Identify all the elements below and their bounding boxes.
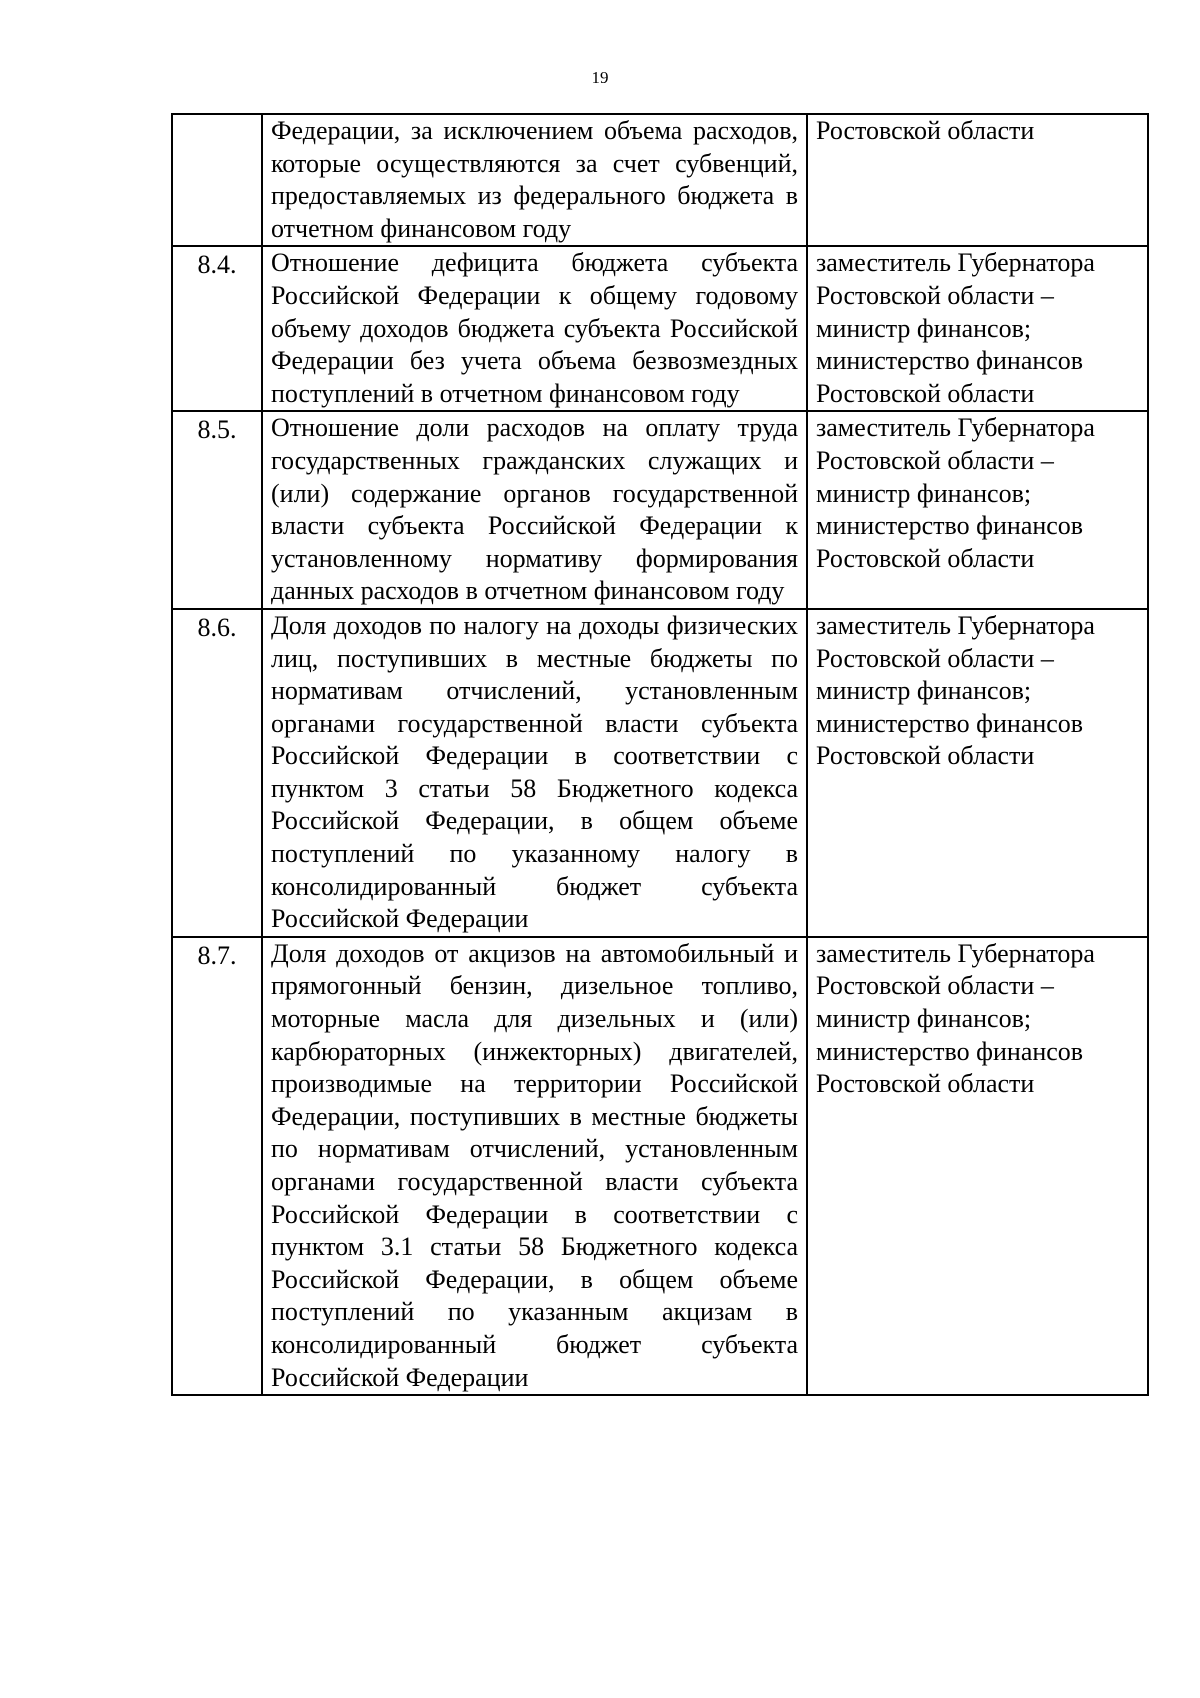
row-number: 8.7.	[172, 937, 262, 1395]
responsible-line: заместитель Губернатора	[816, 413, 1095, 443]
table-row	[172, 114, 1148, 246]
table-row	[172, 937, 1148, 1395]
table-row	[172, 411, 1148, 609]
table-row	[172, 609, 1148, 937]
responsible-line: заместитель Губернатора	[816, 938, 1095, 968]
row-description: Доля доходов по налогу на доходы физических лиц, поступивших в местные бюджеты по нормативам отчислений, установленным органами государственной власти субъекта Российской Федерации в соответствии с пунктом 3 статьи 58 Бюджетного кодекса Российской Федерации, в общем объеме поступлений по указанному налогу в консолидированный бюджет субъекта Российской Федерации	[262, 609, 807, 937]
responsible-line: министерство финансов	[816, 1036, 1084, 1066]
responsible-line: министр финансов;	[816, 1004, 1032, 1034]
responsible-line: Ростовской области –	[816, 971, 1054, 1001]
responsible-line: Ростовской области	[816, 116, 1035, 145]
row-responsible	[807, 609, 1148, 937]
row-number: 8.5.	[172, 411, 262, 609]
row-number: 8.6.	[172, 609, 262, 937]
row-number	[172, 114, 262, 246]
row-number: 8.4.	[172, 246, 262, 411]
indicators-table	[171, 113, 1149, 1396]
responsible-line: заместитель Губернатора	[816, 610, 1095, 640]
page-number: 19	[591, 68, 609, 87]
responsible-line: министр финансов;	[816, 676, 1032, 706]
responsible-line: Ростовской области –	[816, 643, 1054, 673]
row-description: Федерации, за исключением объема расходов, которые осуществляются за счет субвенций, предоставляемых из федерального бюджета в отчетном финансовом году	[262, 114, 807, 246]
responsible-line: заместитель Губернатора	[816, 248, 1095, 278]
responsible-line: Ростовской области	[816, 741, 1035, 771]
table-row	[172, 246, 1148, 411]
responsible-line: Ростовской области	[816, 543, 1035, 573]
row-description: Отношение дефицита бюджета субъекта Российской Федерации к общему годовому объему доходов бюджета субъекта Российской Федерации без учета объема безвозмездных поступлений в отчетном финансовом году	[262, 246, 807, 411]
responsible-line: Ростовской области –	[816, 280, 1054, 310]
responsible-line: Ростовской области –	[816, 445, 1054, 475]
row-responsible	[807, 937, 1148, 1395]
row-responsible	[807, 114, 1148, 246]
responsible-line: министр финансов;	[816, 478, 1032, 508]
row-description: Отношение доли расходов на оплату труда государственных гражданских служащих и (или) содержание органов государственной власти субъекта Российской Федерации к установленному нормативу формирования данных расходов в отчетном финансовом году	[262, 411, 807, 609]
responsible-line: министерство финансов	[816, 708, 1084, 738]
responsible-line: Ростовской области	[816, 378, 1035, 408]
responsible-line: министерство финансов	[816, 511, 1084, 541]
responsible-line: министерство финансов	[816, 346, 1084, 376]
responsible-line: Ростовской области	[816, 1069, 1035, 1099]
row-description: Доля доходов от акцизов на автомобильный и прямогонный бензин, дизельное топливо, моторные масла для дизельных и (или) карбюраторных (инжекторных) двигателей, производимые на территории Российской Федерации, поступивших в местные бюджеты по нормативам отчислений, установленным органами государственной власти субъекта Российской Федерации в соответствии с пунктом 3.1 статьи 58 Бюджетного кодекса Российской Федерации, в общем объеме поступлений по указанным акцизам в консолидированный бюджет субъекта Российской Федерации	[262, 937, 807, 1395]
responsible-line: министр финансов;	[816, 313, 1032, 343]
row-responsible	[807, 411, 1148, 609]
row-responsible	[807, 246, 1148, 411]
